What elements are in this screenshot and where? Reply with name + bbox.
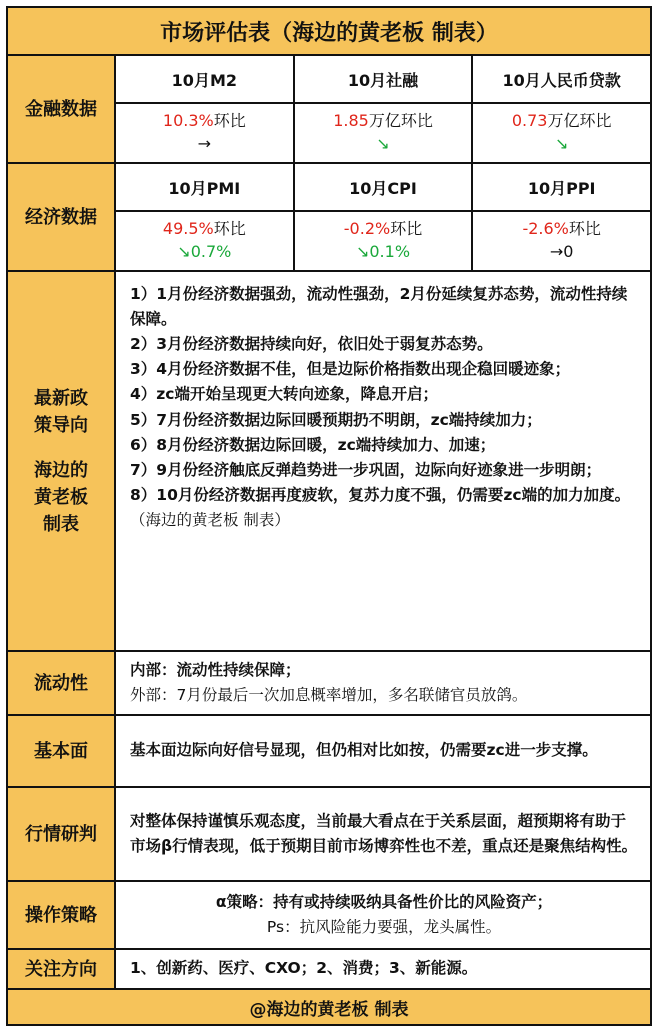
liquidity-label: 流动性 xyxy=(8,652,116,714)
economy-label: 经济数据 xyxy=(8,164,116,270)
cpi-value: -0.2% xyxy=(343,218,391,238)
policy-label-author: 海边的黄老板制表 xyxy=(34,459,88,535)
m2-header: 10月M2 xyxy=(116,56,295,102)
focus-label: 关注方向 xyxy=(8,950,116,988)
fundamentals-section xyxy=(8,716,650,788)
cpi-trend-value: 0.1% xyxy=(369,242,411,261)
finance-section xyxy=(8,56,650,164)
policy-section xyxy=(8,272,650,652)
cpi-trend-icon: ↘ xyxy=(355,242,370,261)
ppi-suffix: 环比 xyxy=(568,218,601,238)
ppi-value: -2.6% xyxy=(522,218,569,238)
strategy-section xyxy=(8,882,650,950)
strategy-line2: Ps：抗风险能力要强，龙头属性。 xyxy=(266,918,502,936)
m2-trend-icon: → xyxy=(197,134,212,153)
liquidity-section xyxy=(8,652,650,716)
policy-list xyxy=(116,272,650,650)
social-financing-value-cell xyxy=(295,102,474,162)
market-assessment-table xyxy=(6,6,652,1026)
rmb-loan-value-cell xyxy=(473,102,650,162)
social-financing-header: 10月社融 xyxy=(295,56,474,102)
policy-item: 1）1月份经济数据强劲，流动性强劲，2月份延续复苏态势，流动性持续保障。 xyxy=(130,285,628,329)
policy-item: 7）9月份经济触底反弹趋势进一步巩固，边际向好迹象进一步明朗； xyxy=(130,460,602,479)
social-financing-trend-icon: ↘ xyxy=(376,134,390,153)
rmb-loan-value: 0.73 xyxy=(511,110,548,130)
research-label: 行情研判 xyxy=(8,788,116,880)
pmi-value-cell xyxy=(116,210,295,270)
policy-label xyxy=(8,272,116,650)
strategy-label: 操作策略 xyxy=(8,882,116,948)
research-text: 对整体保持谨慎乐观态度，当前最大看点在于关系层面，超预期将有助于市场β行情表现，低于预期目前市场博弈性也不差，重点还是聚焦结构性。 xyxy=(130,811,638,855)
policy-item: 5）7月份经济数据边际回暖预期扔不明朗，zc端持续加力； xyxy=(130,410,542,429)
m2-value-cell xyxy=(116,102,295,162)
policy-item: 4）zc端开始呈现更大转向迹象，降息开启； xyxy=(130,385,438,404)
ppi-trend-icon: → xyxy=(549,242,564,261)
ppi-value-cell xyxy=(473,210,650,270)
cpi-suffix: 环比 xyxy=(390,218,423,238)
strategy-line1: α策略：持有或持续吸纳具备性价比的风险资产； xyxy=(215,892,553,911)
policy-note: （海边的黄老板 制表） xyxy=(130,510,290,529)
rmb-loan-suffix: 万亿环比 xyxy=(547,110,612,130)
pmi-value: 49.5% xyxy=(162,218,214,238)
focus-section xyxy=(8,950,650,990)
cpi-header: 10月CPI xyxy=(295,164,474,210)
policy-item: 6）8月份经济数据边际回暖，zc端持续加力、加速； xyxy=(130,435,496,454)
fundamentals-text: 基本面边际向好信号显现，但仍相对比如按，仍需要zc进一步支撑。 xyxy=(130,741,598,760)
footer-credit: @海边的黄老板 制表 xyxy=(8,990,650,1024)
ppi-header: 10月PPI xyxy=(527,178,596,198)
focus-text: 1、创新药、医疗、CXO；2、消费；3、新能源。 xyxy=(130,959,478,978)
pmi-trend-value: 0.7% xyxy=(190,242,232,261)
economy-section xyxy=(8,164,650,272)
pmi-trend-icon: ↘ xyxy=(177,242,191,261)
policy-label-title: 最新政策导向 xyxy=(34,387,88,436)
research-section xyxy=(8,788,650,882)
social-financing-suffix: 万亿环比 xyxy=(368,110,433,130)
fundamentals-label: 基本面 xyxy=(8,716,116,786)
ppi-trend-value: 0 xyxy=(563,242,574,261)
finance-label: 金融数据 xyxy=(8,56,116,162)
m2-suffix: 环比 xyxy=(213,110,246,130)
policy-item: 2）3月份经济数据持续向好，依旧处于弱复苏态势。 xyxy=(130,335,493,354)
liquidity-internal: 内部：流动性持续保障； xyxy=(130,660,301,679)
policy-item: 8）10月份经济数据再度疲软，复苏力度不强，仍需要zc端的加力加度。 xyxy=(130,485,631,504)
policy-item: 3）4月份经济数据不佳，但是边际价格指数出现企稳回暖迹象； xyxy=(130,360,571,379)
pmi-suffix: 环比 xyxy=(213,218,246,238)
cpi-value-cell xyxy=(295,210,474,270)
m2-value: 10.3% xyxy=(162,110,214,130)
rmb-loan-header: 10月人民币贷款 xyxy=(502,70,621,90)
table-title: 市场评估表（海边的黄老板 制表） xyxy=(8,8,650,56)
rmb-loan-trend-icon: ↘ xyxy=(554,134,569,153)
liquidity-external: 外部：7月份最后一次加息概率增加，多名联储官员放鸽。 xyxy=(130,686,528,704)
pmi-header: 10月PMI xyxy=(116,164,295,210)
social-financing-value: 1.85 xyxy=(333,110,369,130)
